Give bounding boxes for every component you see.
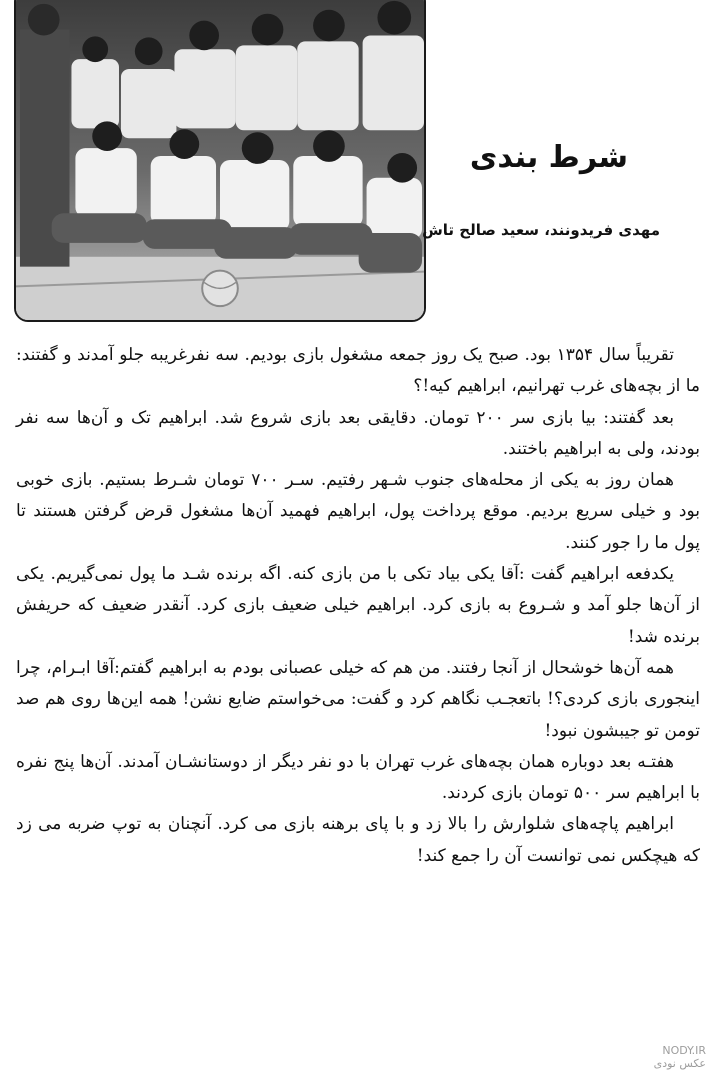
- paragraph: هفتـه بعد دوباره همان بچه‌های غرب تهران با دو نفر دیگر از دوستانشـان آمدند. آن‌ها پنج نفره با ابراهیم سر ۵۰۰ تومان بازی کردند.: [16, 751, 700, 804]
- article-body: [16, 340, 700, 872]
- paragraph: همان روز به یکی از محله‌های جنوب شـهر رفتیم. سـر ۷۰۰ تومان شـرط بستیم. بازی خوبی بود و خیلی سریع بردیم. موقع پرداخت پول، ابراهیم فهمید آن‌ها مشغول قرض گرفتن هستند تا پول ما را جور کنند.: [16, 470, 700, 553]
- paragraph: همه آن‌ها خوشحال از آنجا رفتند. من هم که خیلی عصبانی بودم به ابراهیم گفتم:آقا ابـرام، چرا اینجوری بازی کردی؟! باتعجـب نگاهم کرد و گفت: می‌خواستم ضایع نشن! همه این‌ها روی هم صد تومن تو جیبشون نبود!: [16, 657, 700, 741]
- article-authors: مهدی فریدونند، سعید صالح تاش: [422, 221, 660, 239]
- watermark-caption: عکس نودی: [653, 1057, 706, 1070]
- team-photo-icon: [16, 0, 424, 320]
- watermark: [654, 1044, 706, 1070]
- paragraph: بعد گفتند: بیا بازی سر ۲۰۰ تومان. دقایقی بعد بازی شروع شد. ابراهیم تک و آن‌ها سه نفر بودند، ولی به ابراهیم باختند.: [16, 407, 700, 459]
- page-title: شرط بندی: [469, 140, 628, 175]
- paragraph: ابراهیم پاچه‌های شلوارش را بالا زد و با پای برهنه بازی می کرد. آنچنان به توپ ضربه می زد که هیچکس نمی توانست آن را جمع کند!: [16, 814, 700, 866]
- team-photo: [14, 0, 426, 322]
- watermark-site: NODY.IR: [662, 1044, 706, 1057]
- paragraph: تقریباً سال ۱۳۵۴ بود. صبح یک روز جمعه مشغول بازی بودیم. سه نفرغریبه جلو آمدند و گفتند: ما از بچه‌های غرب تهرانیم، ابراهیم کیه!؟: [16, 345, 700, 397]
- paragraph: یکدفعه ابراهیم گفت :آقا یکی بیاد تکی با من بازی کنه. اگه برنده شـد ما پول نمی‌گیریم. یکی از آن‌ها جلو آمد و شـروع به بازی کرد. ابراهیم خیلی ضعیف بازی کرد. آنقدر ضعیف که حریفش برنده شد!: [16, 564, 700, 647]
